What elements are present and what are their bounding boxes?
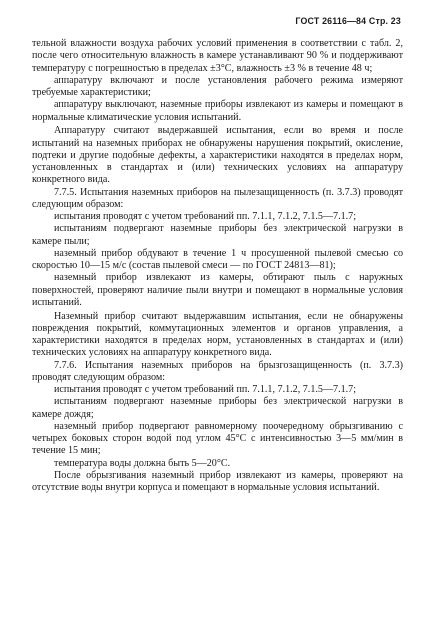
paragraph: температура воды должна быть 5—20°С.	[54, 457, 231, 469]
document-body	[32, 38, 403, 494]
page-header: ГОСТ 26116—84 Стр. 23	[295, 16, 401, 26]
paragraph: тельной влажности воздуха рабочих условий применения в соответствии с табл. 2, после чего относительную влажность в камере устанавливают 90 % и поддерживают температуру с погрешностью в пределах ±3°С, влажность ±3 % в течение 48 ч;	[32, 38, 403, 74]
paragraph: аппаратуру выключают, наземные приборы извлекают из камеры и помещают в нормальные климатические условия испытаний.	[32, 99, 403, 123]
paragraph: Аппаратуру считают выдержавшей испытания, если во время и после испытаний на наземных приборах не обнаружены нарушения покрытий, окисление, подтеки и другие подобные дефекты, а характеристики находятся в пределах норм, установленных в стандартах и (или) технических условиях на аппаратуру конкретного вида.	[32, 125, 403, 186]
paragraph: После обрызгивания наземный прибор извлекают из камеры, проверяют на отсутствие воды внутри корпуса и помещают в нормальные условия испытаний.	[32, 469, 403, 493]
paragraph: испытания проводят с учетом требований пп. 7.1.1, 7.1.2, 7.1.5—7.1.7;	[54, 384, 357, 395]
section-heading: 7.7.5. Испытания наземных приборов на пылезащищенность (п. 3.7.3) проводят следующим образом:	[32, 186, 403, 210]
paragraph: испытаниям подвергают наземные приборы без электрической нагрузки в камере пыли;	[32, 223, 403, 247]
paragraph: Наземный прибор считают выдержавшим испытания, если не обнаружены повреждения покрытий, коммутационных элементов и органов управления, а характеристики находятся в пределах норм, установленных в стандартах и (или) технических условиях на аппаратуру конкретного вида.	[32, 310, 403, 359]
section-heading: 7.7.6. Испытания наземных приборов на брызгозащищенность (п. 3.7.3) проводят следующим образом:	[32, 359, 403, 383]
paragraph: наземный прибор извлекают из камеры, обтирают пыль с наружных поверхностей, проверяют наличие пыли внутри и помещают в нормальные условия испытаний.	[32, 272, 403, 308]
paragraph: испытаниям подвергают наземные приборы без электрической нагрузки в камере дождя;	[32, 396, 403, 420]
paragraph: наземный прибор подвергают равномерному поочередному обрызгиванию с четырех боковых сторон водой под углом 45°С с интенсивностью 3—5 мм/мин в течение 15 мин;	[32, 420, 403, 457]
paragraph: аппаратуру включают и после установления рабочего режима измеряют требуемые характеристики;	[32, 74, 403, 98]
paragraph: наземный прибор обдувают в течение 1 ч просушенной пылевой смесью со скоростью 10—15 м/с (состав пылевой смеси — по ГОСТ 24813—81);	[32, 247, 403, 271]
paragraph: испытания проводят с учетом требований пп. 7.1.1, 7.1.2, 7.1.5—7.1.7;	[54, 211, 357, 222]
